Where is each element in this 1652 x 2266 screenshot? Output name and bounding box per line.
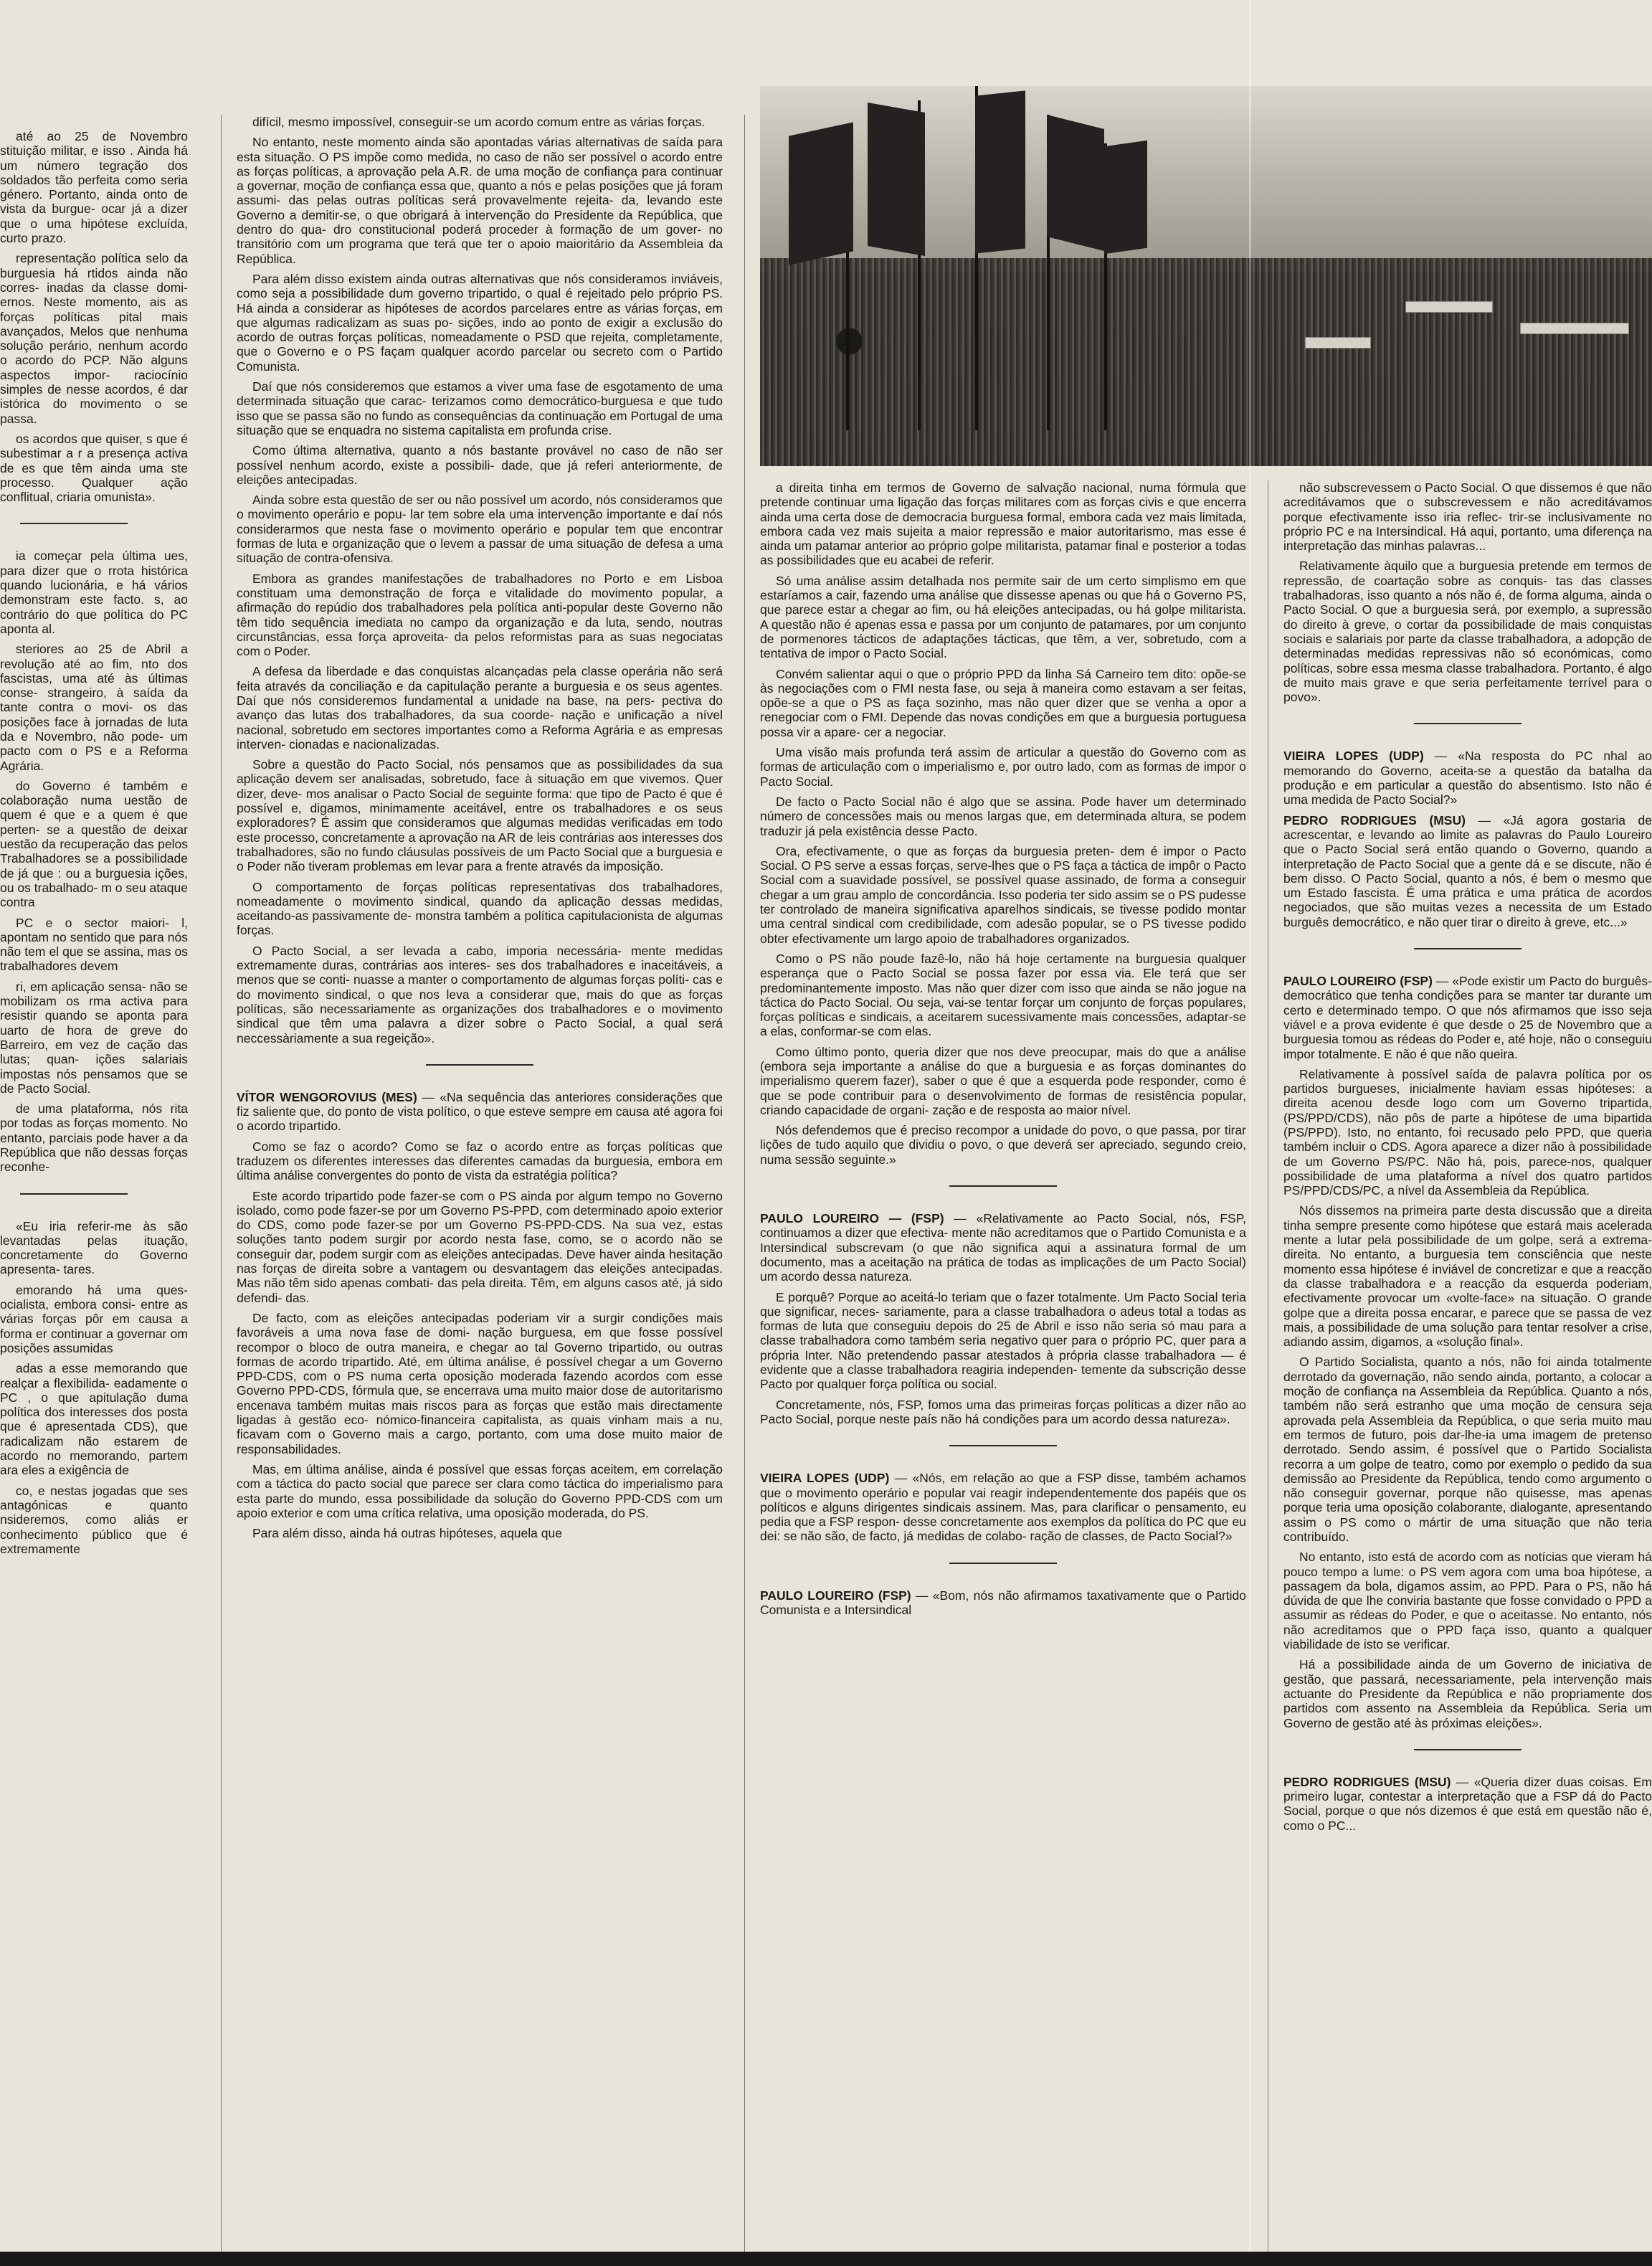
paragraph: representação política selo da burguesia há rtidos ainda não corres- inadas da classe domi- ernos. Neste momento, ais as forças políticas pital mais avançados, Melos que nenhuma solução perário, nenhum acordo o acordo do PCP. Não alguns aspectos impor- raciocínio simples de nesse acordos, é dar istórica do movimento o se passa. [0, 251, 188, 426]
flag [789, 122, 853, 265]
column-rule [221, 115, 222, 2252]
paragraph: Relativamente à possível saída de palavra política por os partidos burgueses, inicialmente haviam essas hipóteses: a direita acenou desde logo com um Governo tripartida, (PS/PPD/CDS), não pôs de parte a hipótese de uma bipartida (PS/PPD). Isto, no entanto, foi recusado pelo PPD, que queria também incluir o CDS. Agora aparece a dizer não à possibilidade de um Governo PS/PC. Não há, pois, parece-nos, qualquer possibilidade de uma plataforma a nível dos quatro partidos PS/PPD/CDS/PC, a nível da Assembleia da República. [1283, 1066, 1652, 1198]
section-divider [1414, 1749, 1522, 1750]
paragraph: Mas, em última análise, ainda é possível que essas forças aceitem, em correlação com a táctica do pacto social que parece ser clara como táctica do imperialismo para esta parte do mundo, essa possibilidade da solução do Governo PPD-CDS com um apoio exterior e com uma crítica relativa, uma oposição moderada, do PS. [237, 1461, 723, 1520]
rally-photo [760, 86, 1652, 466]
paragraph: até ao 25 de Novembro stituição militar, e isso . Ainda há um número tegração dos soldados tão perfeita como seria género. Portanto, ainda onto de vista da burgue- ocar já a dizer que o uma hipótese excluída, curto prazo. [0, 129, 188, 246]
paragraph: difícil, mesmo impossível, conseguir-se um acordo comum entre as várias forças. [252, 115, 706, 129]
column-b [237, 0, 723, 1546]
paragraph: Uma visão mais profunda terá assim de articular a questão do Governo com as formas de articulação com o imperialismo e, por outro lado, com as formas de impor o Pacto Social. [760, 745, 1246, 789]
paragraph-lead: — «Na resposta do PC nhal ao memorando do Governo, aceita-se a questão da batalha da produção e em particular a questão do absentismo. Isto não é uma medida de Pacto Social?» [1283, 749, 1652, 807]
flag [975, 90, 1025, 253]
paragraph: Nós dissemos na primeira parte desta discussão que a direita tinha sempre presente como hipótese que estará mais acelerada mente a lutar pela possibilidade de um golpe, será a extrema-direita. No entanto, a burguesia tem consciência que neste momento essa hipótese é inviável de concretizar e que a reacção da classe trabalhadora e a reacção da esquerda poderiam, efectivamente provocar um «volte-face» na situação. O grande golpe que a direita possa encarar, e parece que se passa de vez mais, a possibilidade de uma solução para tentar resolver a crise, adiando assim, digamos, a «solução final». [1283, 1203, 1652, 1350]
section-divider [20, 1193, 128, 1195]
page-bottom-edge [0, 2252, 1652, 2266]
paper-crease [1249, 0, 1251, 2266]
speaker-name: PEDRO RODRIGUES (MSU) [1283, 812, 1466, 828]
paragraph: co, e nestas jogadas que ses antagónicas e quanto nsideremos, como aliás er conhecimento público que é extremamente [0, 1483, 188, 1556]
paragraph: Só uma análise assim detalhada nos permite sair de um certo simplismo em que estaríamos a cair, fazendo uma análise que dissesse apenas ou que há o Governo PS, que parece estar a chegar ao fim, ou há eleições antecipadas, ou há golpe militarista. A questão não é apenas essa e passa por um conjunto de patamares, por um conjunto de pormenores tácticos de adaptações tácticas, que têm, a ver, sobretudo, com a tentativa de impor o Pacto Social. [760, 573, 1246, 661]
paragraph: steriores ao 25 de Abril a revolução até ao fim, nto dos fascistas, uma até às últimas conse- strangeiro, à saída da tante contra o movi- os das posições face à jornadas de luta da e Novembro, não pode- um pacto com o PS e a Reforma Agrária. [0, 642, 188, 773]
section-divider [949, 1445, 1057, 1446]
paragraph: Ainda sobre esta questão de ser ou não possível um acordo, nós consideramos que o movimento operário e popu- lar tem sobre ela uma intervenção importante e daí nós considerarmos que nesta fase o movimento operário e popular tem que encontrar formas de luta e organização que o levem a passar de uma situação de defesa a uma situação de contra-ofensiva. [237, 493, 723, 566]
paragraph: Nós defendemos que é preciso recompor a unidade do povo, o que passa, por tirar lições de tudo aquilo que dividiu o povo, o que deverá ser apreciado, segundo creio, numa sessão seguinte.» [760, 1123, 1246, 1167]
paragraph: de uma plataforma, nós rita por todas as forças momento. No entanto, parciais pode haver a da República que não dessas forças reconhe- [0, 1101, 188, 1175]
paragraph: Daí que nós consideremos que estamos a viver uma fase de esgotamento de uma determinada situação que carac- terizamos como democrático-burguesa e que tudo isso que se passa são no fundo as consequências da continuação em Portugal de uma situação que se enquadra no sistema capitalista em profunda crise. [237, 379, 723, 437]
speaker-name: VÍTOR WENGOROVIUS (MES) [237, 1089, 417, 1104]
speaker-name: PAULO LOUREIRO (FSP) [1283, 974, 1433, 989]
section-divider [949, 1185, 1057, 1187]
paragraph: Há a possibilidade ainda de um Governo de iniciativa de gestão, que passará, necessariamente, pela intervenção mais actuante do Presidente da República e não propriamente dos partidos com assento na Assembleia da República. Seria um Governo de gestão até às próximas eleições». [1283, 1657, 1652, 1730]
column-d [1283, 480, 1652, 1839]
flag [1104, 141, 1147, 254]
paragraph: No entanto, isto está de acordo com as notícias que vieram há pouco tempo a lume: o PS vem agora com uma boa hipótese, a passagem da bola, digamos assim, ao PPD. Para o PS, não há dúvida de que lhe conviria bastante que fosse convidado o PPD a assumir as rédeas do Poder, e que o aceitasse. No entanto, nós não acreditamos que o PPD faça isso, quanto a qualquer viabilidade de isto se verificar. [1283, 1550, 1652, 1652]
column-c [760, 480, 1246, 1623]
paragraph: Como último ponto, queria dizer que nos deve preocupar, mais do que a análise (embora seja importante a análise do que a burguesia e as forças dominantes do imperialismo querem fazer), saber o que é que a esquerda pode responder, como é que se pode contribuir para o desenvolvimento de formas de resistência popular, criando capacidade de organi- zação e de resposta ao maior nível. [760, 1044, 1246, 1117]
speaker-name: VIEIRA LOPES (UDP) [760, 1471, 890, 1486]
paragraph: não subscrevessem o Pacto Social. O que dissemos é que não acreditávamos que o subscrevessem e não acreditávamos porque efectivamente isso iria reflec- trir-se inclusivamente no próprio PC e na Intersindical. Há aqui, portanto, uma diferença na interpretação das minhas palavras... [1283, 480, 1652, 554]
paragraph: O Pacto Social, a ser levada a cabo, imporia necessária- mente medidas extremamente duras, contrárias aos interes- ses dos trabalhadores e inaceitáveis, a menos que se conti- nuasse a manter o comportamento de algumas forças políti- cas e do movimento sindical, o que nos leva a considerar que, mais do que as forças políticas, são necessariamente as organizações dos trabalhadores e o movimento sindical que têm uma palavra a dizer sobre o Pacto Social, a qual será neccessàriamente a sua regeição». [237, 943, 723, 1046]
paragraph: ri, em aplicação sensa- não se mobilizam os rma activa para resistir quando se aponta para uarto de hora de greve do Barreiro, em vez de cação das lutas; quan- ições salariais impostas nós pensamos que se de Pacto Social. [0, 979, 188, 1096]
paragraph: Para além disso existem ainda outras alternativas que nós consideramos inviáveis, como seja a possibilidade dum governo tripartido, o qual é rejeitado pelo próprio PS. Há ainda a considerar as hipóteses de acordos parcelares entre as várias forças, em que algumas radicalizam as suas po- sições, indo ao ponto de exigir a exclusão do acordo de outras forças políticas, nomeadamente o PSD que rejeita, completamente, que o Governo e o PS façam qualquer acordo parcelar ou secreto com o Partido Comunista. [237, 271, 723, 374]
protest-banner [1520, 323, 1629, 334]
paragraph: Como o PS não poude fazê-lo, não há hoje certamente na burguesia qualquer esperança que o Pacto Social se possa fazer por essa via. Ele terá que ser predominantemente imposto. Mas não quer dizer com isso que ainda se não jogue na táctica do Pacto Social. Ou seja, vai-se tentar forçar um conjunto de forças populares, forças políticas e sindicais, a aceitarem sucessivamente mais concessões, adaptar-se a elas, conformar-se com elas. [760, 951, 1246, 1039]
paragraph: E porquê? Porque ao aceitá-lo teriam que o fazer totalmente. Um Pacto Social teria que significar, neces- sariamente, para a classe trabalhadora o adeus total a todas as formas de luta que conseguiu depois do 25 de Abril e isso não seria só mau para a classe trabalhadora como também seria negativo quer para o próprio PC, quer para a própria Inter. Não pretendendo passar atestados à própria classe trabalhadora — é evidente que a classe trabalhadora reagiria independen- temente da subscrição desse Pacto por qualquer força política ou social. [760, 1289, 1246, 1392]
paragraph-lead: — «Relativamente ao Pacto Social, nós, FSP, continuamos a dizer que efectiva- mente não acreditamos que o Partido Comunista e a Intersindical subscrevam (o que não significa aqui a assinatura formal de um documento, mas a aceitação na prática de todas as implicações de um Pacto Social) um acordo dessa natureza. [760, 1211, 1246, 1284]
paragraph: Concretamente, nós, FSP, fomos uma das primeiras forças políticas a dizer não ao Pacto Social, porque neste país não há condições para um acordo dessa natureza». [760, 1397, 1246, 1426]
paragraph: Como se faz o acordo? Como se faz o acordo entre as forças políticas que traduzem os diferentes interesses das diferentes camadas da burguesia, embora em última análise convergentes do ponto de vista da estratégia política? [237, 1139, 723, 1183]
flag [1047, 115, 1104, 251]
paragraph: Ora, efectivamente, o que as forças da burguesia preten- dem é impor o Pacto Social. O PS serve a essas forças, serve-lhes que o PS faça a táctica de impôr o Pacto Social com a suavidade possível, se possível quase assinado, de forma a conseguir chegar a um grau amplo de concordância. Isso poderia ter sido assim se o PS pudesse ter controlado de maneira significativa aparelhos sindicais, se tivesse podido montar uma central sindical com credibilidade, com adesão popular, se o PS tivesse podido obter efectivamente um largo apoio de trabalhadores organizados. [760, 843, 1246, 946]
paragraph-lead: — «Bom, nós não afirmamos taxativamente que o Partido Comunista e a Intersindical [760, 1588, 1246, 1617]
paragraph: O comportamento de forças políticas representativas dos trabalhadores, nomeadamente o movimento sindical, quando da aplicação dessas medidas, aceitando-as passivamente de- monstra também a política capitulacionista de algumas forças. [237, 879, 723, 938]
paragraph: do Governo é também e colaboração numa uestão de quem é que e a quem é que perten- se a questão de deixar uestão da recuperação das pelos Trabalhadores se a possibilidade de já que : ou a burguesia ições, ou os trabalhado- m o seu ataque contra [0, 778, 188, 910]
paragraph: Embora as grandes manifestações de trabalhadores no Porto e em Lisboa constituam uma demonstração de força e vitalidade do movimento popular, a afirmação do repúdio dos trabalhadores pela política anti-popular deste Governo não têm tido sequência imediata no campo da organização e da luta, sendo, noutras circunstâncias, essa força aproveita- da pelos reformistas para as suas negociatas com o Poder. [237, 571, 723, 659]
speaker-name: PAULO LOUREIRO (FSP) [760, 1588, 911, 1603]
speaker-name: VIEIRA LOPES (UDP) [1283, 749, 1424, 764]
paragraph-lead: — «Queria dizer duas coisas. Em primeiro lugar, contestar a interpretação que a FSP dá do Pacto Social, porque o que nós dizemos é que está em questão não é, como o PC... [1283, 1774, 1652, 1833]
column-rule [744, 115, 745, 2252]
section-divider [1414, 723, 1522, 724]
section-divider [20, 523, 128, 524]
paragraph: No entanto, neste momento ainda são apontadas várias alternativas de saída para esta situação. O PS impõe como medida, no caso de não ser possível o acordo entre as forças políticas, a aprovação pela A.R. de uma moção de confiança para continuar a governar, moção de confiança essa que, quanto a nós e pelas posições que já foram assumi- das pelas outras políticas será provavelmente rejeita- da, levando este Governo a demitir-se, o que obrigará à intervenção do Presidente da República, que dentro do qua- dro constitucional poderá proceder à formação de um gover- no transitório com um programa que terá que ter o apoio maioritário da Assembleia da República. [237, 135, 723, 266]
left-column [0, 0, 188, 1562]
section-divider [949, 1563, 1057, 1564]
paragraph: ia começar pela última ues, para dizer que o rrota histórica quando lucionária, e há vários demonstram este facto. s, ao contrário do que política do PC aponta al. [0, 549, 188, 636]
paragraph-lead: — «Nós, em relação ao que a FSP disse, também achamos que o movimento operário e popular vai reagir independentemente dos papéis que os políticos e alguns dirigentes sindicais assinem. Mas, para clarificar o pensamento, eu pedia que a FSP respon- desse concretamente aos exemplos da política do PC que eu dei: se não são, de facto, já medidas de colabo- ração de classes, de Pacto Social?» [760, 1471, 1246, 1544]
paragraph: Como última alternativa, quanto a nós bastante provável no caso de não ser possível nenhum acordo, existe a possibili- dade, que já referi anteriormente, de eleições antecipadas. [237, 443, 723, 487]
paragraph: O Partido Socialista, quanto a nós, não foi ainda totalmente derrotado da governação, não sendo ainda, portanto, a colocar a moção de confiança na Assembleia da República. Quanto a nós, também não será estranho que uma moção de censura seja aprovada pela Assembleia da República, o que seria muito mau em termos de futuro, pois dar-lhe-ia uma imagem de pretenso derrotado. Sendo assim, é possível que o Partido Socialista recorra a um golpe de teatro, como por exemplo o pedido da sua demissão ao Presidente da República, tendo como argumento o não conseguir governar, porque não quisesse, mas apenas porque teria uma oposição colaborante, dialogante, apresentando assim o PS como o mártir de uma situação que não teria contribuído. [1283, 1355, 1652, 1544]
paragraph: «Eu iria referir-me às são levantadas pelas ituação, concretamente do Governo apresenta- tares. [0, 1218, 188, 1277]
paragraph: Sobre a questão do Pacto Social, nós pensamos que as possibilidades da sua aplicação devem ser analisadas, sobretudo, face à situação em que vivemos. Quer dizer, deve- mos analisar o Pacto Social de seguinte forma: que tipo de Pacto é que é possível e, digamos, minimamente aceitável, entre os trabalhadores e os seus exploradores? É assim que consideramos que algumas medidas verificadas em todo este processo, concretamente a aprovação na AR de leis contrárias aos interesses dos trabalhadores, são no fundo cláusulas possíveis de um Pacto Social que a burguesia e o Poder não tiveram problemas em levar para a frente através da imposição. [237, 757, 723, 874]
paragraph: emorando há uma ques- ocialista, embora consi- entre as várias forças pôr em causa a forma er continuar a governar om posições assumidas [0, 1282, 188, 1355]
speaker-name: PEDRO RODRIGUES (MSU) [1283, 1774, 1451, 1789]
paragraph-lead: — «Na sequência das anteriores considerações que fiz saliente que, do ponto de vista político, o que esteve sempre em causa até agora foi o acordo tripartido. [237, 1089, 723, 1134]
paragraph: PC e o sector maiori- l, apontam no sentido que para nós não tem el que se assina, mas os trabalhadores devem [0, 915, 188, 974]
paragraph: os acordos que quiser, s que é subestimar a r a presença activa de es que têm ainda uma ste processo. Qualquer ação conflitual, criaria omunista». [0, 431, 188, 505]
photo-crowd [760, 258, 1652, 466]
paragraph: Convém salientar aqui o que o próprio PPD da linha Sá Carneiro tem dito: opõe-se às negociações com o FMI nesta fase, ou seja à maneira como estavam a ser feitas, opõe-se a que o PS as faça sozinho, mas não quer dizer que se venha a opor a renegociar com o FMI. Depende das novas condições em que a burguesia portuguesa possa vir a apare- cer a negociar. [760, 666, 1246, 739]
protest-banner [1405, 301, 1493, 313]
paragraph: Este acordo tripartido pode fazer-se com o PS ainda por algum tempo no Governo isolado, como pode fazer-se por um Governo PS-PPD, com determinado apoio exterior do CDS, como pode fazer-se por um Governo PS-PPD-CDS. Na sua vez, estas soluções tanto podem surgir por acordo nesta fase, como, se o acordo não se conseguir dar, podem surgir com as eleições antecipadas. Deve haver ainda hesitação nas forças de direita sobre a vantagem ou desvantagem das eleições antecipadas. Mas não têm sido apenas combati- das pela direita. Têm, em alguns casos até, já sido defendi- das. [237, 1188, 723, 1305]
protest-banner [1305, 337, 1371, 349]
paragraph-lead: — «Pode existir um Pacto do burguês-democrático que tenha condições para se manter tar durante um certo e determinado tempo. O que nós afirmamos que isso seja viável e a prova evidente é que desde o 25 de Novembro que a burguesia tomou as rédeas do Poder e, até hoje, não o conseguiu impor totalmente. E não é que não queira. [1283, 974, 1652, 1061]
speaker-name: PAULO LOUREIRO — (FSP) [760, 1211, 944, 1226]
paragraph: a direita tinha em termos de Governo de salvação nacional, numa fórmula que pretende continuar uma ligação das forças militares com as forças civis e que encerra ainda uma certa dose de democracia burguesa formal, embora cada vez mais limitada, embora cada vez mais sujeita a maior repressão e maior autoritarismo, mas esse é ainda um patamar anterior ao próprio golpe militarista, patamar final e posterior a todas as possibilidades que eu acabei de referir. [760, 480, 1246, 568]
paragraph: adas a esse memorando que realçar a flexibilida- eadamente o PC , o que apitulação duma política dos interesses dos posta que é apresentada CDS), que radicalizam não estarem de acordo no memorando, partem ara eles a exigência de [0, 1361, 188, 1478]
paragraph: Relativamente àquilo que a burguesia pretende em termos de repressão, de coartação sobre as conquis- tas das classes trabalhadoras, isso quanto a nós não é, de forma alguma, ainda o Pacto Social. O que a burguesia será, por exemplo, a supressão do direito à greve, o cortar da possibilidade de mais conquistas sociais e salariais por parte da classe trabalhadora, a adopção de determinadas medidas repressivas não só económicas, como políticas, sobre essa mesma classe trabalhadora. Portanto, é algo de muito mais grave e que seria perfeitamente terrível para o povo». [1283, 559, 1652, 705]
section-divider [426, 1064, 533, 1066]
paragraph: De facto, com as eleições antecipadas poderiam vir a surgir condições mais favoráveis a uma nova fase de domi- nação burguesa, em que fosse possível recompor o bloco de outra maneira, e chegar ao tal Governo tripartido, ou outras formas de acordo tripartido. Até, em última análise, é possível chegar a um Governo PPD-CDS, com o PS numa certa oposição moderada fazendo acordos com esse Governo PPD-CDS, fórmula que, se encerrava uma muito maior dose de autoritarismo encenava também muitas mais riscos para as forças que estão mais directamente ligadas à gestão eco- nómico-financeira capitalista, as quais vinham mais a nu, ficavam com o Governo mais a cargo, portanto, com uma dose muito maior de responsabilidades. [237, 1310, 723, 1456]
flag [868, 103, 925, 256]
paragraph: Para além disso, ainda há outras hipóteses, aquela que [252, 1526, 562, 1541]
paragraph: A defesa da liberdade e das conquistas alcançadas pela classe operária não será feita através da conciliação e da capitulação perante a burguesia e os seus agentes. Daí que nós consideremos fundamental a unidade na base, na pers- pectiva do avanço das lutas dos trabalhadores, da sua coorde- nação e unificação a nível nacional, sobretudo em sectores importantes como a Reforma Agrária e as empresas interven- cionadas e nacionalizadas. [237, 664, 723, 752]
paragraph: De facto o Pacto Social não é algo que se assina. Pode haver um determinado número de concessões mais ou menos largas que, em determinada altura, se podem traduzir já pela existência desse Pacto. [760, 794, 1246, 838]
paragraph-lead: — «Já agora gostaria de acrescentar, e levando ao limite as palavras do Paulo Loureiro que o Pacto Social será então quando o Governo, quando a interpretação de Pacto Social que a gente dá e se discute, não é bem disso. O Pacto Social, quanto a nós, é bem o mesmo que um Estado fascista. É uma prática e uma prática de acordos negociados, que são muitas vezes a necessita de um Estado burguês democrático, e não quer tirar o direito à greve, etc...» [1283, 812, 1652, 929]
section-divider [1414, 948, 1522, 949]
